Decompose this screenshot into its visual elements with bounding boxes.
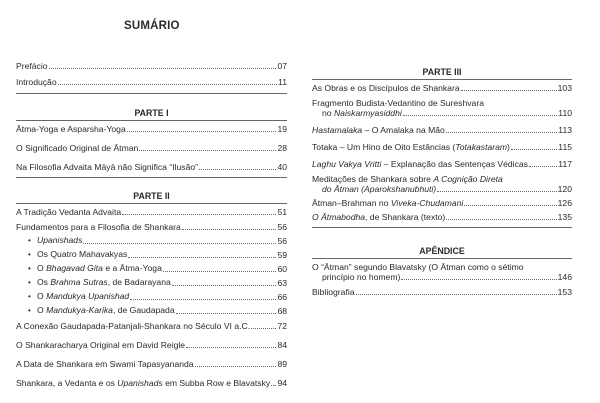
page-title: SUMÁRIO	[124, 20, 180, 32]
toc-entry[interactable]: Na Filosofia Advaita Māyā não Significa “Ilusão” 40	[16, 162, 287, 172]
toc-entry[interactable]: O Ātmabodha, de Shankara (texto) 135	[312, 212, 572, 222]
part-2-heading: PARTE II	[16, 187, 287, 204]
toc-entry-bibliografia[interactable]: Bibliografia 153	[312, 287, 572, 297]
toc-entry-prefacio[interactable]: Prefácio 07	[16, 61, 287, 71]
toc-entry[interactable]: Fundamentos para a Filosofia de Shankara 56	[16, 222, 287, 232]
toc-entry[interactable]: Ātman–Brahman no Viveka-Chudamani 126	[312, 198, 572, 208]
toc-entry[interactable]: O Significado Original de Ātman 28	[16, 143, 287, 153]
toc-subentry[interactable]: • O Mandukya Upanishad 66	[28, 291, 287, 302]
toc-entry[interactable]: As Obras e os Discípulos de Shankara 103	[312, 83, 572, 93]
toc-entry[interactable]: O “Ātman” segundo Blavatsky (O Ātman como o sétimo princípio no homem) 146	[312, 262, 572, 282]
bullet-icon: •	[28, 306, 31, 315]
bullet-icon: •	[28, 292, 31, 301]
part-3-heading: PARTE III	[312, 63, 572, 80]
toc-entry[interactable]: O Shankaracharya Original em David Reigle 84	[16, 340, 287, 350]
appendix-heading: APÊNDICE	[312, 242, 572, 259]
toc-entry[interactable]: A Data de Shankara em Swami Tapasyananda 89	[16, 359, 287, 369]
toc-entry[interactable]: Hastamalaka – O Amalaka na Mão 113	[312, 125, 572, 135]
toc-entry[interactable]: Totaka – Um Hino de Oito Estâncias (Totakastaram) 115	[312, 142, 572, 152]
toc-subentry[interactable]: • Os Brahma Sutras, de Badarayana 63	[28, 277, 287, 288]
toc-entry[interactable]: Fragmento Budista-Vedantino de Sureshvara no Naiskarmyasiddhi 110	[312, 98, 572, 118]
toc-entry[interactable]: Ātma-Yoga e Asparsha-Yoga 19	[16, 124, 287, 134]
toc-entry[interactable]: Laghu Vakya Vritti – Explanação das Sentenças Védicas 117	[312, 159, 572, 169]
toc-right-column	[312, 63, 572, 297]
toc-entry[interactable]: A Tradição Vedanta Advaita 51	[16, 207, 287, 217]
toc-subentry[interactable]: • Os Quatro Mahavakyas 59	[28, 249, 287, 260]
toc-entry[interactable]: A Conexão Gaudapada-Patanjali-Shankara no Século VI a.C. 72	[16, 321, 287, 331]
bullet-icon: •	[28, 264, 31, 273]
toc-entry[interactable]: Meditações de Shankara sobre A Cognição Direta do Ātman (Aparokshanubhuti) 120	[312, 174, 572, 194]
bullet-icon: •	[28, 250, 31, 259]
toc-entry-introducao[interactable]: Introdução 11	[16, 77, 287, 87]
bullet-icon: •	[28, 236, 31, 245]
part-1-heading: PARTE I	[16, 104, 287, 121]
toc-left-column	[16, 61, 287, 388]
toc-subentry[interactable]: • O Bhagavad Gita e a Ātma-Yoga 60	[28, 263, 287, 274]
toc-subentry[interactable]: • Upanishads 56	[28, 235, 287, 246]
toc-entry[interactable]: Shankara, a Vedanta e os Upanishads em Subba Row e Blavatsky 94	[16, 378, 287, 388]
toc-subentry[interactable]: • O Mandukya-Karika, de Gaudapada 68	[28, 305, 287, 316]
bullet-icon: •	[28, 278, 31, 287]
